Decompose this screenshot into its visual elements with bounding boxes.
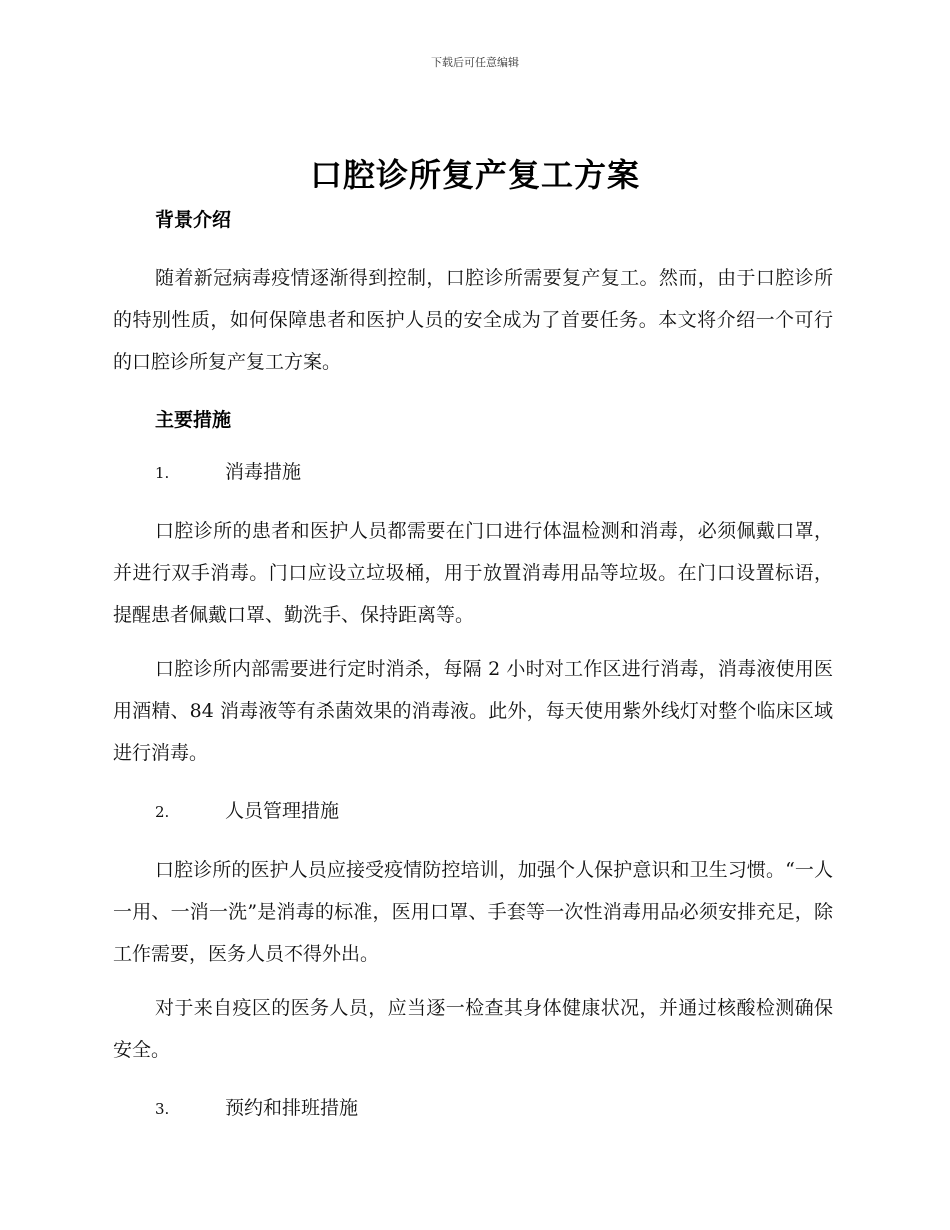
section-heading-measures: 主要措施 <box>155 409 232 431</box>
list-number: 2. <box>155 803 170 821</box>
list-item-title: 消毒措施 <box>225 461 302 483</box>
document-body <box>113 205 833 1146</box>
list-item-scheduling <box>113 1093 833 1124</box>
disinfection-paragraph-2: 口腔诊所内部需要进行定时消杀，每隔 2 小时对工作区进行消毒，消毒液使用医用酒精、84 消毒液等有杀菌效果的消毒液。此外，每天使用紫外线灯对整个临床区域进行消毒。 <box>113 658 833 764</box>
list-number: 3. <box>155 1100 170 1118</box>
document-title: 口腔诊所复产复工方案 <box>309 156 640 194</box>
list-item-disinfection <box>113 457 833 488</box>
background-paragraph: 随着新冠病毒疫情逐渐得到控制，口腔诊所需要复产复工。然而，由于口腔诊所的特别性质，如何保障患者和医护人员的安全成为了首要任务。本文将介绍一个可行的口腔诊所复产复工方案。 <box>113 267 833 373</box>
list-number: 1. <box>155 464 170 482</box>
personnel-paragraph-2: 对于来自疫区的医务人员，应当逐一检查其身体健康状况，并通过核酸检测确保安全。 <box>113 997 833 1061</box>
personnel-paragraph-1: 口腔诊所的医护人员应接受疫情防控培训，加强个人保护意识和卫生习惯。“一人一用、一消一洗”是消毒的标准，医用口罩、手套等一次性消毒用品必须安排充足，除工作需要，医务人员不得外出。 <box>113 859 833 965</box>
disinfection-paragraph-1: 口腔诊所的患者和医护人员都需要在门口进行体温检测和消毒，必须佩戴口罩，并进行双手消毒。门口应设立垃圾桶，用于放置消毒用品等垃圾。在门口设置标语，提醒患者佩戴口罩、勤洗手、保持距离等。 <box>113 520 833 626</box>
list-item-personnel <box>113 796 833 827</box>
section-heading-background: 背景介绍 <box>155 209 232 231</box>
list-item-title: 人员管理措施 <box>225 800 340 822</box>
page-header: 下载后可任意编辑 <box>431 56 519 69</box>
list-item-title: 预约和排班措施 <box>225 1097 359 1119</box>
